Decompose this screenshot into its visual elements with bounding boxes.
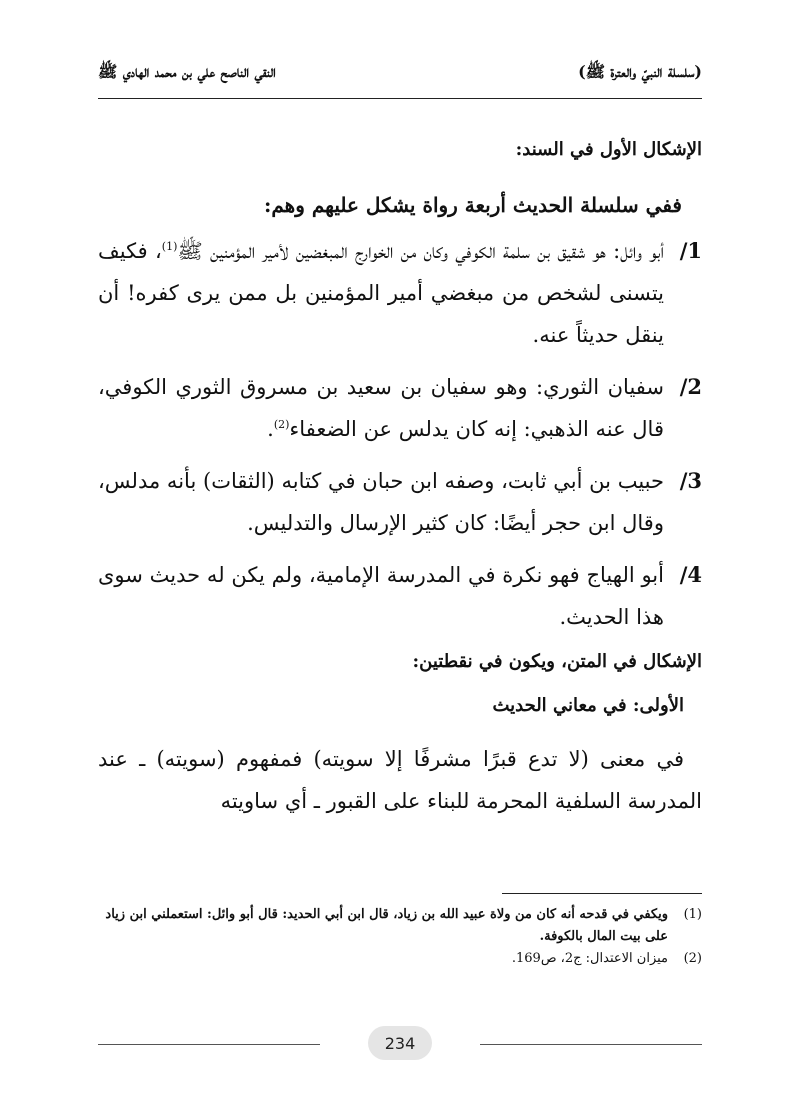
page-number: 234 bbox=[368, 1026, 432, 1060]
footnote-item bbox=[98, 948, 702, 970]
footnote-ref[interactable]: (2) bbox=[273, 418, 290, 431]
list-item-text-part: ، فكيف يتسنى لشخص من مبغضي أمير المؤمنين بل ممن يرى كفره! أن ينقل حديثاً عنه. bbox=[98, 239, 664, 347]
list-item-text bbox=[98, 230, 664, 356]
section-heading-matn: الإشكال في المتن، ويكون في نقطتين: bbox=[412, 651, 702, 672]
list-item-text: حبيب بن أبي ثابت، وصفه ابن حبان في كتابه (الثقات) بأنه مدلس، وقال ابن حجر أيضًا: كان كثير الإرسال والتدليس. bbox=[98, 469, 664, 535]
page-footer bbox=[98, 1026, 702, 1062]
page-body bbox=[98, 138, 702, 822]
series-title: (سلسلة النبيّ والعترة ﷺ) bbox=[578, 61, 702, 81]
footnote-divider bbox=[502, 893, 702, 894]
footnote-item bbox=[98, 904, 702, 948]
list-item-text-part: سفيان الثوري: وهو سفيان بن سعيد بن مسروق الثوري الكوفي، قال عنه الذهبي: إنه كان يدلس عن الضعفاء bbox=[98, 375, 664, 441]
list-item-number: 4/ bbox=[679, 562, 702, 587]
list-item-number: 2/ bbox=[679, 374, 702, 399]
footnote-text: ميزان الاعتدال: ج2، ص169. bbox=[511, 951, 668, 966]
book-title: النقي الناصح علي بن محمد الهادي ﷺ bbox=[98, 61, 276, 81]
footer-rule-left bbox=[98, 1044, 320, 1045]
list-item bbox=[98, 230, 702, 356]
section-intro: ففي سلسلة الحديث أربعة رواة يشكل عليهم وهم: bbox=[263, 193, 682, 217]
subsection-heading: الأولى: في معاني الحديث bbox=[492, 695, 684, 716]
body-paragraph: في معنى (لا تدع قبرًا مشرفًا إلا سويته) فمفهوم (سويته) ـ عند المدرسة السلفية المحرمة للبناء على القبور ـ أي ساويته bbox=[98, 747, 702, 813]
list-item-text-part: . bbox=[267, 417, 274, 441]
list-item-text: أبو الهياج فهو نكرة في المدرسة الإمامية، ولم يكن له حديث سوى هذا الحديث. bbox=[98, 563, 664, 629]
list-item bbox=[98, 366, 702, 450]
list-item-number: 1/ bbox=[679, 238, 702, 263]
footnote-number: (1) bbox=[683, 907, 702, 922]
list-item-number: 3/ bbox=[679, 468, 702, 493]
list-item-text-part: أبو وائل: هو شقيق بن سلمة الكوفي وكان من الخوارج المبغضين لأمير المؤمنين ﷺ bbox=[177, 239, 664, 263]
list-item-text bbox=[98, 366, 664, 450]
list-item bbox=[98, 460, 702, 544]
header-divider bbox=[98, 98, 702, 99]
footnotes bbox=[98, 904, 702, 970]
footer-rule-right bbox=[480, 1044, 702, 1045]
footnote-number: (2) bbox=[683, 951, 702, 966]
section-heading-sanad: الإشكال الأول في السند: bbox=[515, 139, 702, 160]
list-item bbox=[98, 554, 702, 638]
footnote-ref[interactable]: (1) bbox=[161, 240, 178, 253]
running-header bbox=[98, 58, 702, 88]
footnote-text: ويكفي في قدحه أنه كان من ولاة عبيد الله بن زياد، قال ابن أبي الحديد: قال أبو وائل: استعملني ابن زياد على بيت المال بالكوفة. bbox=[105, 907, 668, 944]
